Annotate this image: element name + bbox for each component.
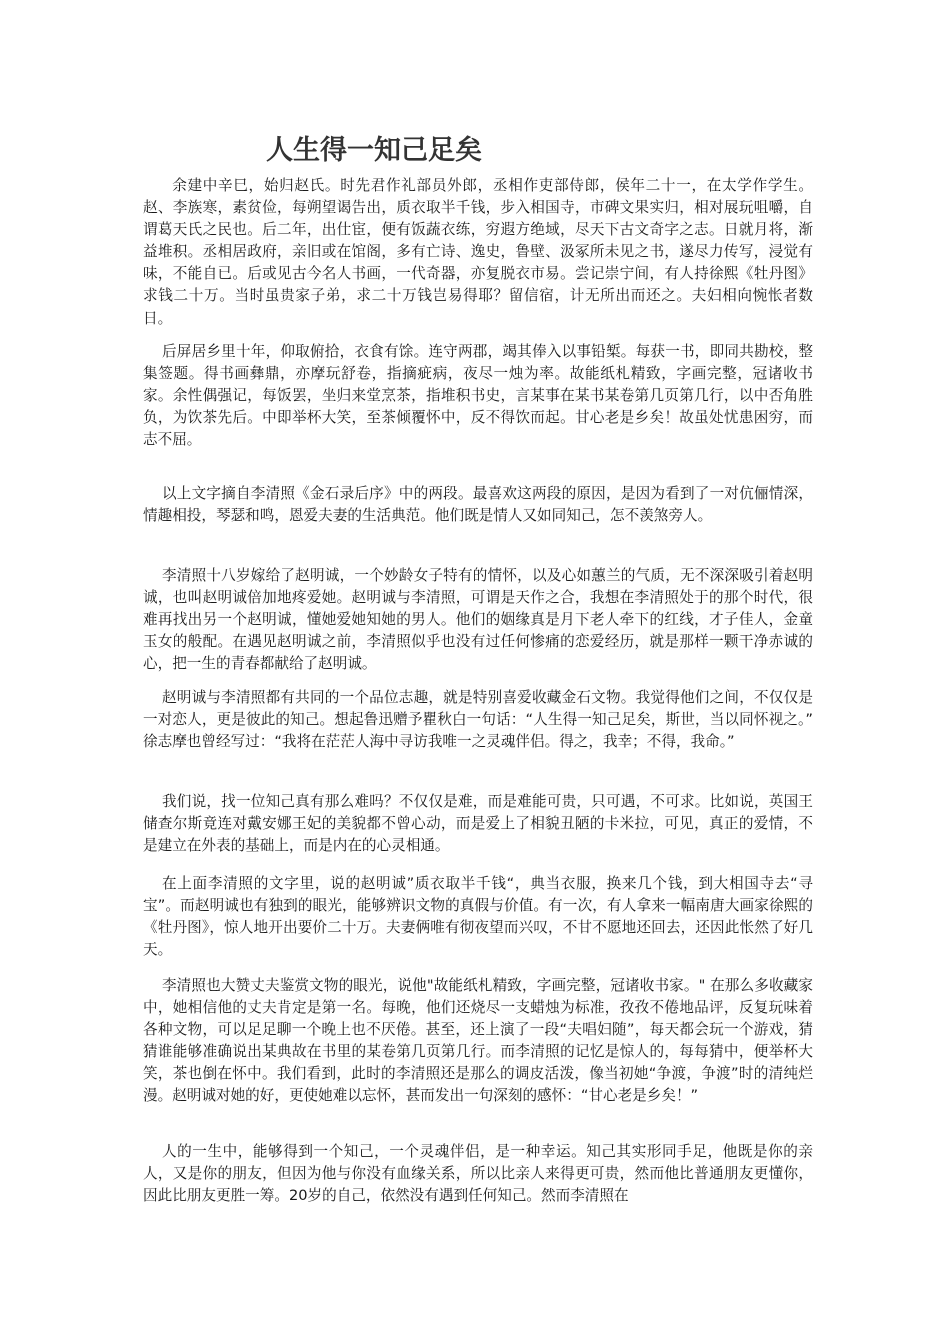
paragraph-shared-interest: 赵明诚与李清照都有共同的一个品位志趣，就是特别喜爱收藏金石文物。我觉得他们之间，不仅仅是一对恋人，更是彼此的知己。想起鲁迅赠予瞿秋白一句话：“人生得一知己足矣，斯世，当以同怀视之。” 徐志摩也曾经写过：“我将在茫茫人海中寻访我唯一之灵魂伴侣。得之，我幸；不得，我命。” bbox=[143, 689, 813, 751]
paragraph-conclusion: 人的一生中，能够得到一个知己，一个灵魂伴侣，是一种幸运。知己其实形同手足，他既是你的亲人，又是你的朋友，但因为他与你没有血缘关系，所以比亲人来得更可贵，然而他比普通朋友更懂你，因此比朋友更胜一筹。20岁的自己，依然没有遇到任何知己。然而李清照在 bbox=[143, 1143, 813, 1205]
paragraph-praise: 李清照也大赞丈夫鉴赏文物的眼光，说他"故能纸札精致，字画完整，冠诸收书家。" 在那么多收藏家中，她相信他的丈夫肯定是第一名。每晚，他们还烧尽一支蜡烛为标准，孜孜不倦地品评，反复玩味着各种文物，可以足足聊一个晚上也不厌倦。甚至，还上演了一段“夫唱妇随”，每天都会玩一个游戏，猜猜谁能够准确说出某典故在书里的某卷第几页第几行。而李清照的记忆是惊人的，每每猜中，便举杯大笑，茶也倒在怀中。我们看到，此时的李清照还是那么的调皮活泼，像当初她“争渡，争渡”时的清纯烂漫。赵明诚对她的好，更使她难以忘怀，甚而发出一句深刻的感怀：“甘心老是乡矣！” bbox=[143, 977, 813, 1105]
paragraph-soulmate: 我们说，找一位知己真有那么难吗？不仅仅是难，而是难能可贵，只可遇，不可求。比如说，英国王储查尔斯竟连对戴安娜王妃的美貌都不曾心动，而是爱上了相貌丑陋的卡米拉，可见，真正的爱情，不是建立在外表的基础上，而是内在的心灵相通。 bbox=[143, 793, 813, 855]
paragraph-treasure: 在上面李清照的文字里，说的赵明诚”质衣取半千钱“，典当衣服，换来几个钱，到大相国寺去“寻宝”。而赵明诚也有独到的眼光，能够辨识文物的真假与价值。有一次，有人拿来一幅南唐大画家徐熙的《牡丹图》，惊人地开出要价二十万。夫妻俩唯有彻夜望而兴叹，不甘不愿地还回去，还因此怅然了好几天。 bbox=[143, 875, 813, 959]
paragraph-quote-2: 后屏居乡里十年，仰取俯拾，衣食有馀。连守两郡，竭其俸入以事铅椠。每获一书，即同共勘校，整集签题。得书画彝鼎，亦摩玩舒卷，指摘疵病，夜尽一烛为率。故能纸札精致，字画完整，冠诸收书家。余性偶强记，每饭罢，坐归来堂烹茶，指堆积书史，言某事在某书某卷第几页第几行，以中否角胜负，为饮茶先后。中即举杯大笑，至茶倾覆怀中，反不得饮而起。甘心老是乡矣！故虽处忧患困穷，而志不屈。 bbox=[143, 343, 813, 449]
document-title: 人生得一知己足矣 bbox=[266, 135, 482, 166]
paragraph-marriage: 李清照十八岁嫁给了赵明诚，一个妙龄女子特有的情怀，以及心如蕙兰的气质，无不深深吸引着赵明诚，也叫赵明诚倍加地疼爱她。赵明诚与李清照，可谓是天作之合，我想在李清照处于的那个时代，很难再找出另一个赵明诚，懂她爱她知她的男人。他们的姻缘真是月下老人牵下的红线，才子佳人，金童玉女的般配。在遇见赵明诚之前，李清照似乎也没有过任何惨痛的恋爱经历，就是那样一颗干净赤诚的心，把一生的青春都献给了赵明诚。 bbox=[143, 567, 813, 673]
paragraph-quote-1: 余建中辛巳，始归赵氏。时先君作礼部员外郎，丞相作吏部侍郎，侯年二十一，在太学作学生。赵、李族寒，素贫俭，每朔望谒告出，质衣取半千钱，步入相国寺，市碑文果实归，相对展玩咀嚼，自谓葛天氏之民也。后二年，出仕宦，便有饭蔬衣练，穷遐方绝域，尽天下古文奇字之志。日就月将，渐益堆积。丞相居政府，亲旧或在馆阁，多有亡诗、逸史，鲁壁、汲冢所未见之书，遂尽力传写，浸觉有味，不能自已。后或见古今名人书画，一代奇器，亦复脱衣市易。尝记崇宁间，有人持徐熙《牡丹图》求钱二十万。当时虽贵家子弟，求二十万钱岂易得耶？留信宿，计无所出而还之。夫妇相向惋怅者数日。 bbox=[143, 177, 813, 327]
paragraph-intro: 以上文字摘自李清照《金石录后序》中的两段。最喜欢这两段的原因，是因为看到了一对伉俪情深，情趣相投，琴瑟和鸣，恩爱夫妻的生活典范。他们既是情人又如同知己，怎不羡煞旁人。 bbox=[143, 485, 813, 525]
